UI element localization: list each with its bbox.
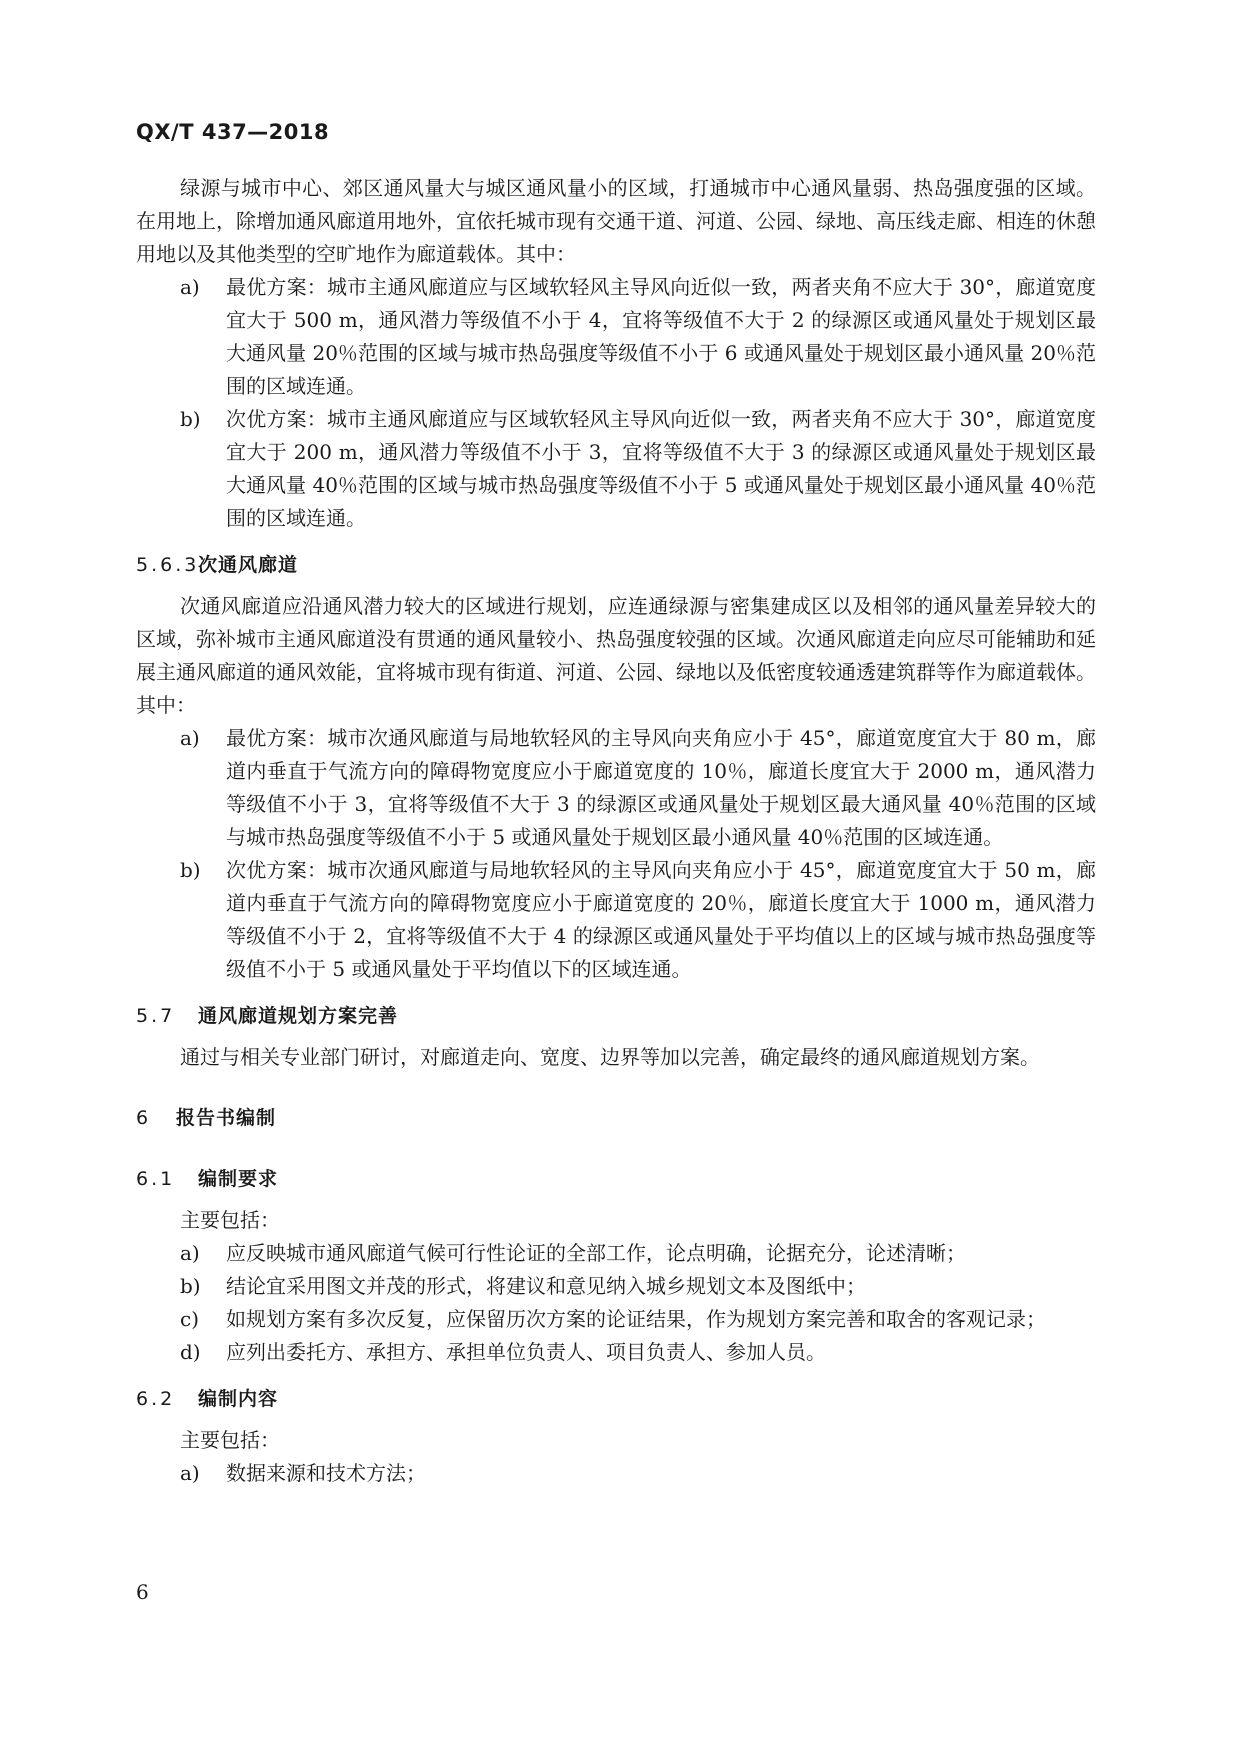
list-marker: b) xyxy=(180,1274,201,1298)
chapter-number: 6 xyxy=(136,1107,150,1129)
section-heading-6-1 xyxy=(136,1163,1096,1196)
section-number: 5.7 xyxy=(136,1005,176,1027)
list-item-text: 如规划方案有多次反复，应保留历次方案的论证结果，作为规划方案完善和取舍的客观记录； xyxy=(226,1307,1046,1331)
section-heading-5-7 xyxy=(136,1000,1096,1033)
list-marker: c) xyxy=(180,1307,200,1331)
list-marker: a) xyxy=(180,1241,200,1265)
list-marker: b) xyxy=(180,858,201,882)
section-number: 6.1 xyxy=(136,1168,176,1190)
list-item-text: 数据来源和技术方法； xyxy=(226,1461,426,1485)
list-item xyxy=(136,271,1096,403)
list-item xyxy=(136,1237,1096,1270)
list-item xyxy=(136,1303,1096,1336)
list-item xyxy=(136,1457,1096,1490)
section-heading-6-2 xyxy=(136,1383,1096,1416)
list-marker: b) xyxy=(180,407,201,431)
list-marker: d) xyxy=(180,1340,201,1364)
list-marker: a) xyxy=(180,275,200,299)
list-item xyxy=(136,722,1096,854)
list-item-text: 最优方案：城市次通风廊道与局地软轻风的主导风向夹角应小于 45°，廊道宽度宜大于 80 m，廊道内垂直于气流方向的障碍物宽度应小于廊道宽度的 10％，廊道长度宜大于 2000 m，通风潜力等级值不小于 3，宜将等级值不大于 3 的绿源区或通风量处于规划区最大通风量 40％范围的区域与城市热岛强度等级值不小于 5 或通风量处于规划区最小通风量 40％范围的区域连通。 xyxy=(226,726,1096,849)
list-item xyxy=(136,403,1096,535)
chapter-title: 报告书编制 xyxy=(176,1107,277,1129)
section-title: 通风廊道规划方案完善 xyxy=(198,1005,399,1027)
section-paragraph: 通过与相关专业部门研讨，对廊道走向、宽度、边界等加以完善，确定最终的通风廊道规划方案。 xyxy=(180,1045,1040,1069)
section-number: 6.2 xyxy=(136,1388,176,1410)
section-lead: 主要包括： xyxy=(180,1208,280,1232)
list-item-text: 应列出委托方、承担方、承担单位负责人、项目负责人、参加人员。 xyxy=(226,1340,826,1364)
section-heading-5-6-3 xyxy=(136,549,1096,582)
list-item-text: 次优方案：城市次通风廊道与局地软轻风的主导风向夹角应小于 45°，廊道宽度宜大于 50 m，廊道内垂直于气流方向的障碍物宽度应小于廊道宽度的 20％，廊道长度宜大于 1000 m，通风潜力等级值不小于 2，宜将等级值不大于 4 的绿源区或通风量处于平均值以上的区域与城市热岛强度等级值不小于 5 或通风量处于平均值以下的区域连通。 xyxy=(226,858,1096,981)
list-item xyxy=(136,1336,1096,1369)
standard-code-header: QX/T 437—2018 xyxy=(136,120,330,144)
list-item-text: 次优方案：城市主通风廊道应与区域软轻风主导风向近似一致，两者夹角不应大于 30°，廊道宽度宜大于 200 m，通风潜力等级值不小于 3，宜将等级值不大于 3 的绿源区或通风量处于规划区最大通风量 40％范围的区域与城市热岛强度等级值不小于 5 或通风量处于规划区最小通风量 40％范围的区域连通。 xyxy=(226,407,1096,530)
section-lead: 主要包括： xyxy=(180,1428,280,1452)
section-number: 5.6.3 xyxy=(136,554,200,576)
chapter-heading-6 xyxy=(136,1102,1096,1135)
section-title: 编制内容 xyxy=(198,1388,279,1410)
section-paragraph: 次通风廊道应沿通风潜力较大的区域进行规划，应连通绿源与密集建成区以及相邻的通风量差异较大的区域，弥补城市主通风廊道没有贯通的通风量较小、热岛强度较强的区域。次通风廊道走向应尽可能辅助和延展主通风廊道的通风效能，宜将城市现有街道、河道、公园、绿地以及低密度较通透建筑群等作为廊道载体。其中： xyxy=(136,594,1096,717)
page-number: 6 xyxy=(136,1580,149,1604)
section-title: 编制要求 xyxy=(198,1168,279,1190)
list-marker: a) xyxy=(180,726,200,750)
list-item xyxy=(136,1270,1096,1303)
list-marker: a) xyxy=(180,1461,200,1485)
section-title: 次通风廊道 xyxy=(198,554,299,576)
list-item-text: 结论宜采用图文并茂的形式，将建议和意见纳入城乡规划文本及图纸中； xyxy=(226,1274,866,1298)
list-item xyxy=(136,854,1096,986)
intro-paragraph: 绿源与城市中心、郊区通风量大与城区通风量小的区域，打通城市中心通风量弱、热岛强度强的区域。在用地上，除增加通风廊道用地外，宜依托城市现有交通干道、河道、公园、绿地、高压线走廊、相连的休憩用地以及其他类型的空旷地作为廊道载体。其中： xyxy=(136,176,1096,266)
document-body xyxy=(136,172,1096,1490)
list-item-text: 应反映城市通风廊道气候可行性论证的全部工作，论点明确，论据充分，论述清晰； xyxy=(226,1241,966,1265)
list-item-text: 最优方案：城市主通风廊道应与区域软轻风主导风向近似一致，两者夹角不应大于 30°，廊道宽度宜大于 500 m，通风潜力等级值不小于 4，宜将等级值不大于 2 的绿源区或通风量处于规划区最大通风量 20％范围的区域与城市热岛强度等级值不小于 6 或通风量处于规划区最小通风量 20％范围的区域连通。 xyxy=(226,275,1096,398)
